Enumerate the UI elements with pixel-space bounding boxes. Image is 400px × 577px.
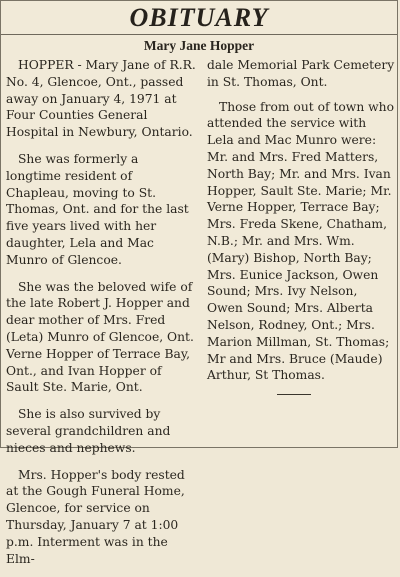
- right-column: [207, 57, 395, 407]
- left-column: [6, 57, 196, 577]
- paragraph-funeral: Mrs. Hopper's body rested at the Gough Funeral Home, Glencoe, for service on Thursday, January 7 at 1:00 p.m. Interment was in the Elm-: [6, 467, 185, 566]
- paragraph-family: She was the beloved wife of the late Robert J. Hopper and dear mother of Mrs. Fred (Leta) Munro of Glencoe, Ont. Verne Hopper of Terrace Bay, Ont., and Ivan Hopper of Sault Ste. Marie, Ont.: [6, 279, 194, 395]
- paragraph-residence: She was formerly a longtime resident of Chapleau, moving to St. Thomas, Ont. and for the last five years lived with her daughter, Lela and Mac Munro of Glencoe.: [6, 151, 189, 267]
- heading-rule: [1, 34, 397, 35]
- obituary-heading: OBITUARY: [129, 3, 269, 32]
- deceased-name: Mary Jane Hopper: [143, 38, 255, 53]
- end-rule: [277, 394, 311, 395]
- paragraph-interment: dale Memorial Park Cemetery in St. Thomas, Ont.: [207, 58, 395, 89]
- paragraph-attendees: Those from out of town who attended the service with Lela and Mac Munro were: Mr. and Mrs. Fred Matters, North Bay; Mr. and Mrs. Ivan Hopper, Sault Ste. Marie; Mr. Verne Hopper, Terrace Bay; Mrs. Freda Skene, Chatham, N.B.; Mr. and Mrs. Wm. (Mary) Bishop, North Bay; Mrs. Eunice Jackson, Owen Sound; Mrs. Ivy Nelson, Owen Sound; Mrs. Alberta Nelson, Rodney, Ont.; Mrs. Marion Millman, St. Thomas; Mr and Mrs. Bruce (Maude) Arthur, St Thomas.: [207, 99, 395, 383]
- paragraph-death-notice: HOPPER - Mary Jane of R.R. No. 4, Glencoe, Ont., passed away on January 4, 1971 at Four Counties General Hospital in Newbury, Ontario.: [6, 58, 196, 140]
- paragraph-survivors: She is also survived by several grandchildren and nieces and nephews.: [6, 407, 171, 455]
